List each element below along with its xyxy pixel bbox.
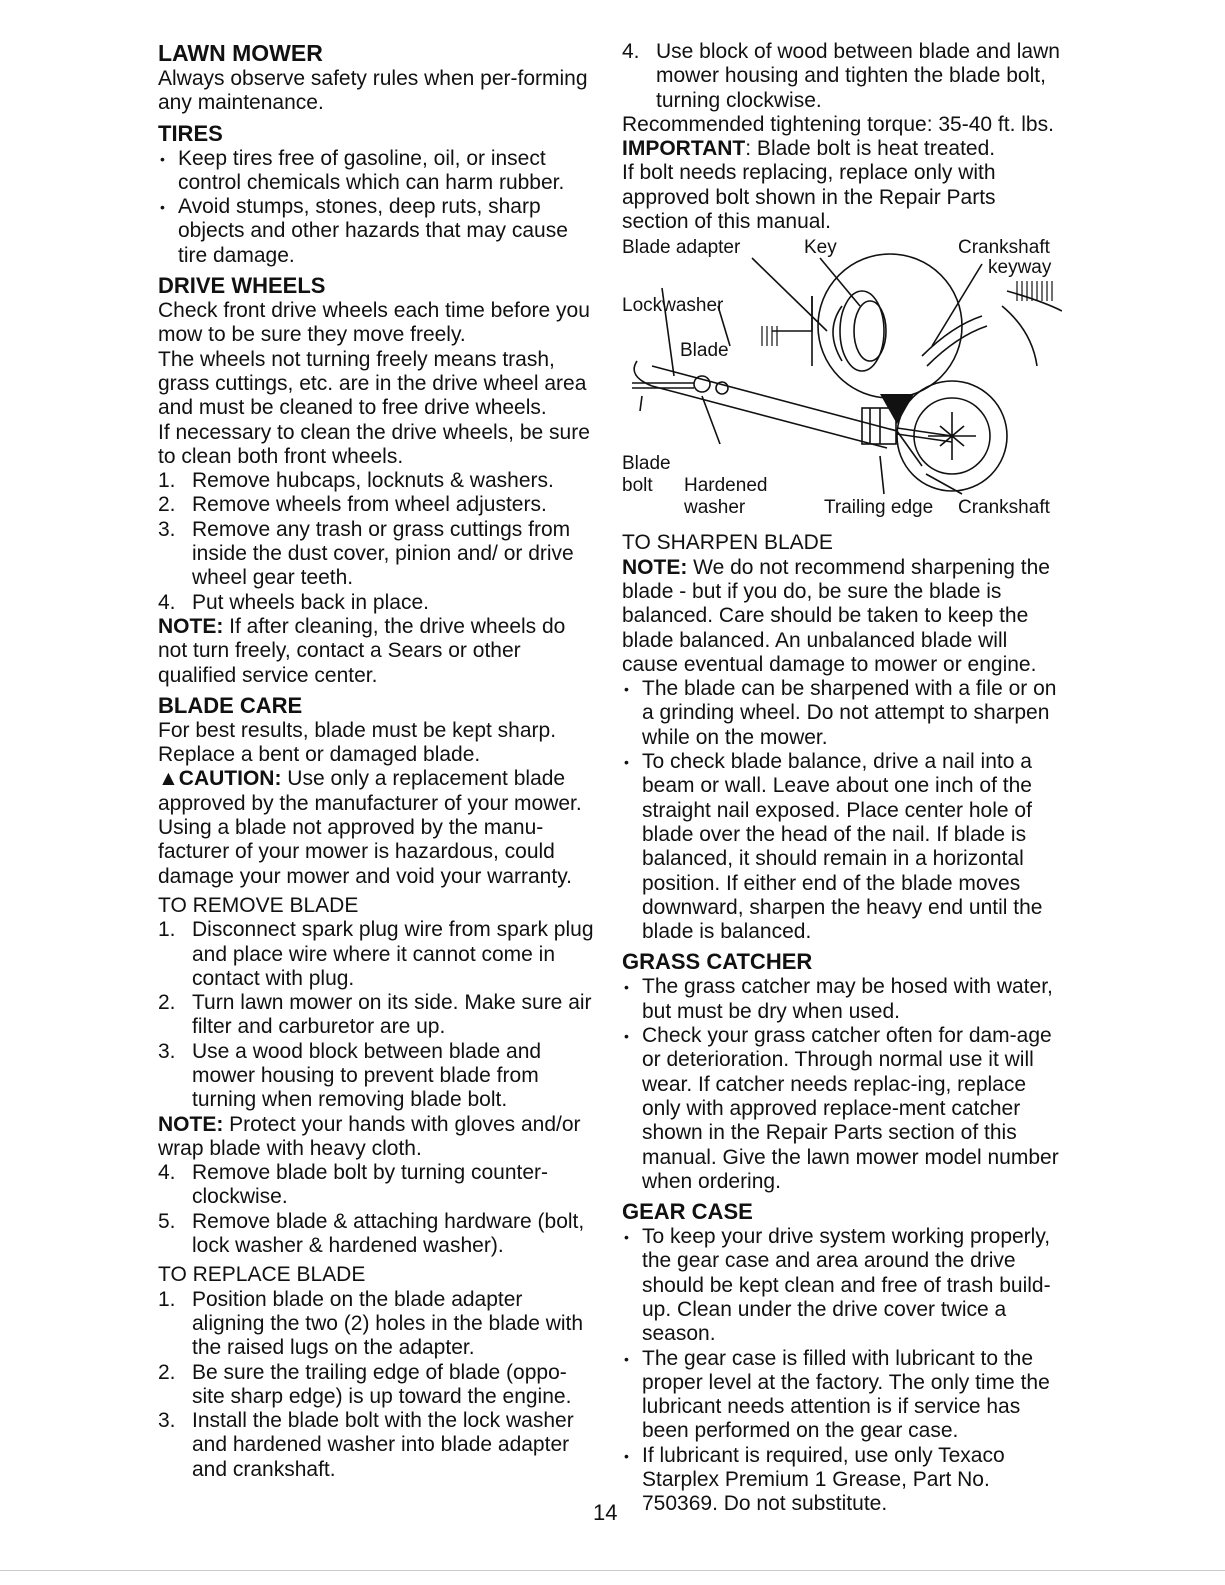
- list-item: • Avoid stumps, stones, deep ruts, sharp objects and other hazards that may cause tire damage.: [160, 195, 568, 267]
- list-item: 1. Remove hubcaps, locknuts & washers.: [158, 469, 554, 493]
- bullet-icon: •: [624, 754, 629, 771]
- gear-case-list: [622, 1225, 1062, 1517]
- heading-grass-catcher: GRASS CATCHER: [622, 949, 813, 975]
- sharpen-note: NOTE: We do not recommend sharpening the blade - but if you do, be sure the blade is balanced. Care should be taken to keep the blade balanced. An unbalanced blade will cause eventual damage to mower or engine.: [622, 555, 1050, 676]
- right-column: [622, 40, 1062, 1517]
- label-blade-bolt-2: bolt: [622, 475, 653, 497]
- list-item: 4. Use block of wood between blade and lawn mower housing and tighten the blade bolt, turning clockwise.: [622, 40, 1060, 112]
- label-key: Key: [804, 237, 837, 259]
- list-item: • The gear case is filled with lubricant to the proper level at the factory. The only time the lubricant needs attention is if service has been performed on the gear case.: [624, 1346, 1050, 1443]
- blade-care-p1: For best results, blade must be kept sharp.: [158, 718, 557, 742]
- label-trailing-edge: Trailing edge: [824, 497, 934, 519]
- list-item: • To check blade balance, drive a nail into a beam or wall. Leave about one inch of the straight nail exposed. Place center hole of blade over the head of the nail. If blade is balanced, it should remain in a horizontal position. If either end of the blade moves downward, sharpen the heavy end until the blade is balanced.: [624, 750, 1043, 944]
- list-item: 3. Remove any trash or grass cuttings from inside the dust cover, pinion and/ or drive wheel gear teeth.: [158, 517, 574, 590]
- blade-care-p2: Replace a bent or damaged blade.: [158, 743, 481, 767]
- replace-blade-step-4: [622, 40, 1062, 113]
- drive-wheels-steps: [158, 469, 594, 615]
- label-blade-adapter: Blade adapter: [622, 237, 741, 259]
- drive-wheels-note: NOTE: If after cleaning, the drive wheels do not turn freely, contact a Sears or other qualified service center.: [158, 614, 566, 687]
- heading-tires: TIRES: [158, 120, 223, 146]
- list-item: 2. Remove wheels from wheel adjusters.: [158, 493, 547, 517]
- page-bottom-divider: [0, 1570, 1225, 1571]
- list-item: 1. Position blade on the blade adapter aligning the two (2) holes in the blade with the raised lugs on the adapter.: [158, 1287, 584, 1360]
- replace-blade-steps: [158, 1288, 594, 1482]
- list-item: 2. Be sure the trailing edge of blade (oppo-site sharp edge) is up toward the engine.: [158, 1360, 572, 1408]
- heading-gear-case: GEAR CASE: [622, 1199, 753, 1225]
- label-hardened-2: washer: [684, 497, 746, 519]
- bullet-icon: •: [160, 199, 165, 216]
- list-item: • The grass catcher may be hosed with water, but must be dry when used.: [624, 975, 1053, 1023]
- drive-wheels-p1: Check front drive wheels each time before you mow to be sure they move freely.: [158, 299, 590, 347]
- heading-replace-blade: TO REPLACE BLADE: [158, 1263, 366, 1287]
- list-item: • Check your grass catcher often for dam-age or deterioration. Through normal use it will wear. If catcher needs replac-ing, replace only with approved replace-ment catcher shown in the Repair Parts section of this manual. Give the lawn mower model number when ordering.: [624, 1024, 1059, 1193]
- list-item: • The blade can be sharpened with a file or on a grinding wheel. Do not attempt to sharpen while on the mower.: [624, 677, 1057, 749]
- bullet-icon: •: [624, 1229, 629, 1246]
- bullet-icon: •: [624, 1028, 629, 1045]
- list-item: • Keep tires free of gasoline, oil, or insect control chemicals which can harm rubber.: [160, 146, 565, 194]
- drive-wheels-p2: The wheels not turning freely means trash, grass cuttings, etc. are in the drive wheel area and must be cleaned to free drive wheels.: [158, 347, 587, 420]
- remove-blade-note: NOTE: Protect your hands with gloves and/or wrap blade with heavy cloth.: [158, 1112, 581, 1160]
- grass-catcher-list: [622, 975, 1062, 1194]
- list-item: 1. Disconnect spark plug wire from spark plug and place wire where it cannot come in contact with plug.: [158, 918, 594, 990]
- page-number: 14: [593, 1500, 618, 1525]
- intro-text: Always observe safety rules when per-forming any maintenance.: [158, 67, 588, 115]
- remove-blade-steps: [158, 918, 594, 1112]
- label-blade-bolt-1: Blade: [622, 453, 671, 475]
- bullet-icon: •: [624, 979, 629, 996]
- heading-sharpen-blade: TO SHARPEN BLADE: [622, 531, 833, 555]
- heading-remove-blade: TO REMOVE BLADE: [158, 893, 359, 917]
- blade-care-caution: ▲CAUTION: Use only a replacement blade approved by the manufacturer of your mower. Using a blade not approved by the manu-facturer of your mower is hazardous, could damage your mower and void your warranty.: [158, 767, 582, 888]
- label-blade: Blade: [680, 340, 729, 362]
- label-crankshaft-keyway-1: Crankshaft: [958, 237, 1050, 259]
- remove-blade-steps-2: [158, 1161, 594, 1258]
- bullet-icon: •: [624, 681, 629, 698]
- bullet-icon: •: [624, 1447, 629, 1464]
- sharpen-list: [622, 677, 1062, 944]
- heading-blade-care: BLADE CARE: [158, 692, 303, 718]
- caution-label: ▲CAUTION:: [158, 767, 282, 791]
- label-crankshaft: Crankshaft: [958, 497, 1050, 519]
- list-item: 5. Remove blade & attaching hardware (bolt, lock washer & hardened washer).: [158, 1209, 585, 1258]
- torque-spec: Recommended tightening torque: 35-40 ft. lbs.: [622, 112, 1054, 136]
- heading-drive-wheels: DRIVE WHEELS: [158, 273, 326, 299]
- replace-bolt-text: If bolt needs replacing, replace only with approved bolt shown in the Repair Parts section of this manual.: [622, 161, 996, 234]
- important-note: IMPORTANT: Blade bolt is heat treated.: [622, 137, 996, 161]
- drive-wheels-p3: If necessary to clean the drive wheels, be sure to clean both front wheels.: [158, 420, 590, 468]
- list-item: 4. Remove blade bolt by turning counter-clockwise.: [158, 1161, 549, 1209]
- label-crankshaft-keyway-2: keyway: [988, 257, 1052, 279]
- bullet-icon: •: [160, 150, 165, 167]
- pointer-arrow: [880, 394, 914, 424]
- tires-list: [158, 147, 594, 268]
- label-lockwasher: Lockwasher: [622, 295, 724, 317]
- list-item: 4. Put wheels back in place.: [158, 590, 429, 614]
- list-item: 3. Use a wood block between blade and mower housing to prevent blade from turning when removing blade bolt.: [158, 1039, 542, 1112]
- label-hardened-1: Hardened: [684, 475, 768, 497]
- left-column: [158, 40, 594, 1482]
- list-item: 3. Install the blade bolt with the lock washer and hardened washer into blade adapter and crankshaft.: [158, 1409, 574, 1481]
- blade-assembly-diagram: [622, 236, 1062, 526]
- section-title-lawn-mower: LAWN MOWER: [158, 40, 323, 66]
- list-item: • To keep your drive system working properly, the gear case and area around the drive should be kept clean and free of trash build-up. Clean under the drive cover twice a season.: [624, 1225, 1051, 1346]
- bullet-icon: •: [624, 1350, 629, 1367]
- list-item: 2. Turn lawn mower on its side. Make sure air filter and carburetor are up.: [158, 991, 592, 1039]
- list-item: • If lubricant is required, use only Texaco Starplex Premium 1 Grease, Part No. 750369. Do not substitute.: [624, 1443, 1005, 1516]
